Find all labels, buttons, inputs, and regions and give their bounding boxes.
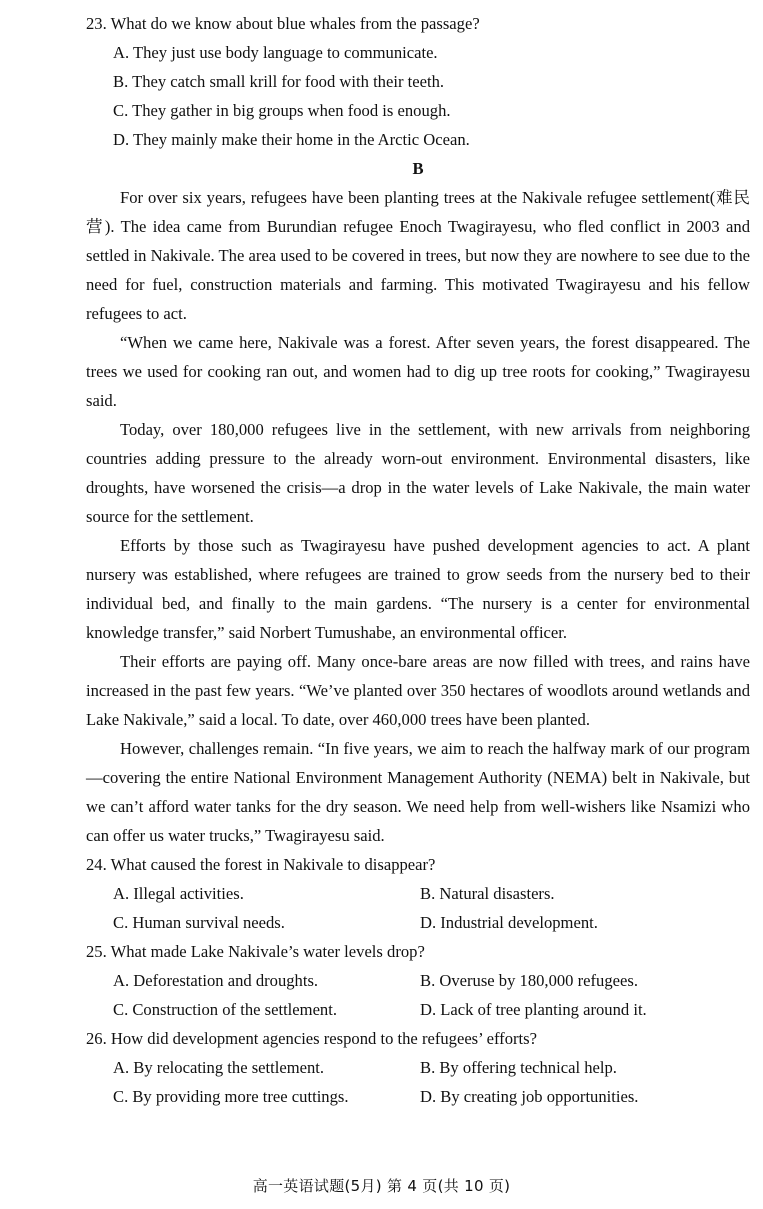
question-25-option-b: B. Overuse by 180,000 refugees. [420,971,638,990]
question-23-option-a: A. They just use body language to communicate. [113,43,438,62]
passage-paragraph-1: For over six years, refugees have been planting trees at the Nakivale refugee settlement(难民营). The idea came from Burundian refugee Enoch Twagirayesu, who fled conflict in 2003 and settled in Nakivale. The area used to be covered in trees, but now they are nowhere to see due to the need for fuel, construction materials and farming. This motivated Twagirayesu and his fellow refugees to act. [86,188,750,323]
question-25-option-d: D. Lack of tree planting around it. [420,1000,647,1019]
exam-page [86,9,750,1111]
passage-paragraph-4: Efforts by those such as Twagirayesu have pushed development agencies to act. A plant nursery was established, where refugees are trained to grow seeds from the nursery bed to their individual bed, and finally to the main gardens. “The nursery is a center for environmental knowledge transfer,” said Norbert Tumushabe, an environmental officer. [86,536,750,642]
question-26-options-row-1 [86,1053,750,1082]
question-25-option-c: C. Construction of the settlement. [113,1000,337,1019]
question-25-option-a: A. Deforestation and droughts. [113,971,319,990]
question-24-option-b: B. Natural disasters. [420,884,555,903]
passage-paragraph-3: Today, over 180,000 refugees live in the settlement, with new arrivals from neighboring countries adding pressure to the already worn-out environment. Environmental disasters, like droughts, have worsened the crisis—a drop in the water levels of Lake Nakivale, the main water source for the settlement. [86,420,750,526]
question-23-stem: 23. What do we know about blue whales from the passage? [86,14,480,33]
passage [86,183,750,850]
passage-paragraph-5: Their efforts are paying off. Many once-bare areas are now filled with trees, and rains have increased in the past few years. “We’ve planted over 350 hectares of woodlots around wetlands and Lake Nakivale,” said a local. To date, over 460,000 trees have been planted. [86,652,750,729]
section-label: B [412,159,424,178]
question-24-options-row-2 [86,908,750,937]
question-24-option-c: C. Human survival needs. [113,913,285,932]
question-24-options-row-1 [86,879,750,908]
question-26-option-b: B. By offering technical help. [420,1058,617,1077]
question-26-stem: 26. How did development agencies respond to the refugees’ efforts? [86,1029,537,1048]
question-25-stem: 25. What made Lake Nakivale’s water levels drop? [86,942,425,961]
question-23-option-b: B. They catch small krill for food with their teeth. [113,72,445,91]
question-25-options-row-2 [86,995,750,1024]
question-24-option-a: A. Illegal activities. [113,884,244,903]
question-23-option-d: D. They mainly make their home in the Arctic Ocean. [113,130,470,149]
question-24-stem: 24. What caused the forest in Nakivale to disappear? [86,855,436,874]
page-footer: 高一英语试题(5月) 第 4 页(共 10 页) [252,1177,511,1195]
passage-paragraph-6: However, challenges remain. “In five years, we aim to reach the halfway mark of our program—covering the entire National Environment Management Authority (NEMA) belt in Nakivale, but we can’t afford water tanks for the dry season. We need help from well-wishers like Nsamizi who can offer us water trucks,” Twagirayesu said. [86,739,750,845]
question-26-options-row-2 [86,1082,750,1111]
question-26-option-c: C. By providing more tree cuttings. [113,1087,349,1106]
question-26-option-a: A. By relocating the settlement. [113,1058,325,1077]
passage-paragraph-2: “When we came here, Nakivale was a forest. After seven years, the forest disappeared. The trees we used for cooking ran out, and women had to dig up tree roots for cooking,” Twagirayesu said. [86,333,750,410]
question-24-option-d: D. Industrial development. [420,913,598,932]
question-25-options-row-1 [86,966,750,995]
question-23-option-c: C. They gather in big groups when food is enough. [113,101,451,120]
question-26-option-d: D. By creating job opportunities. [420,1087,639,1106]
